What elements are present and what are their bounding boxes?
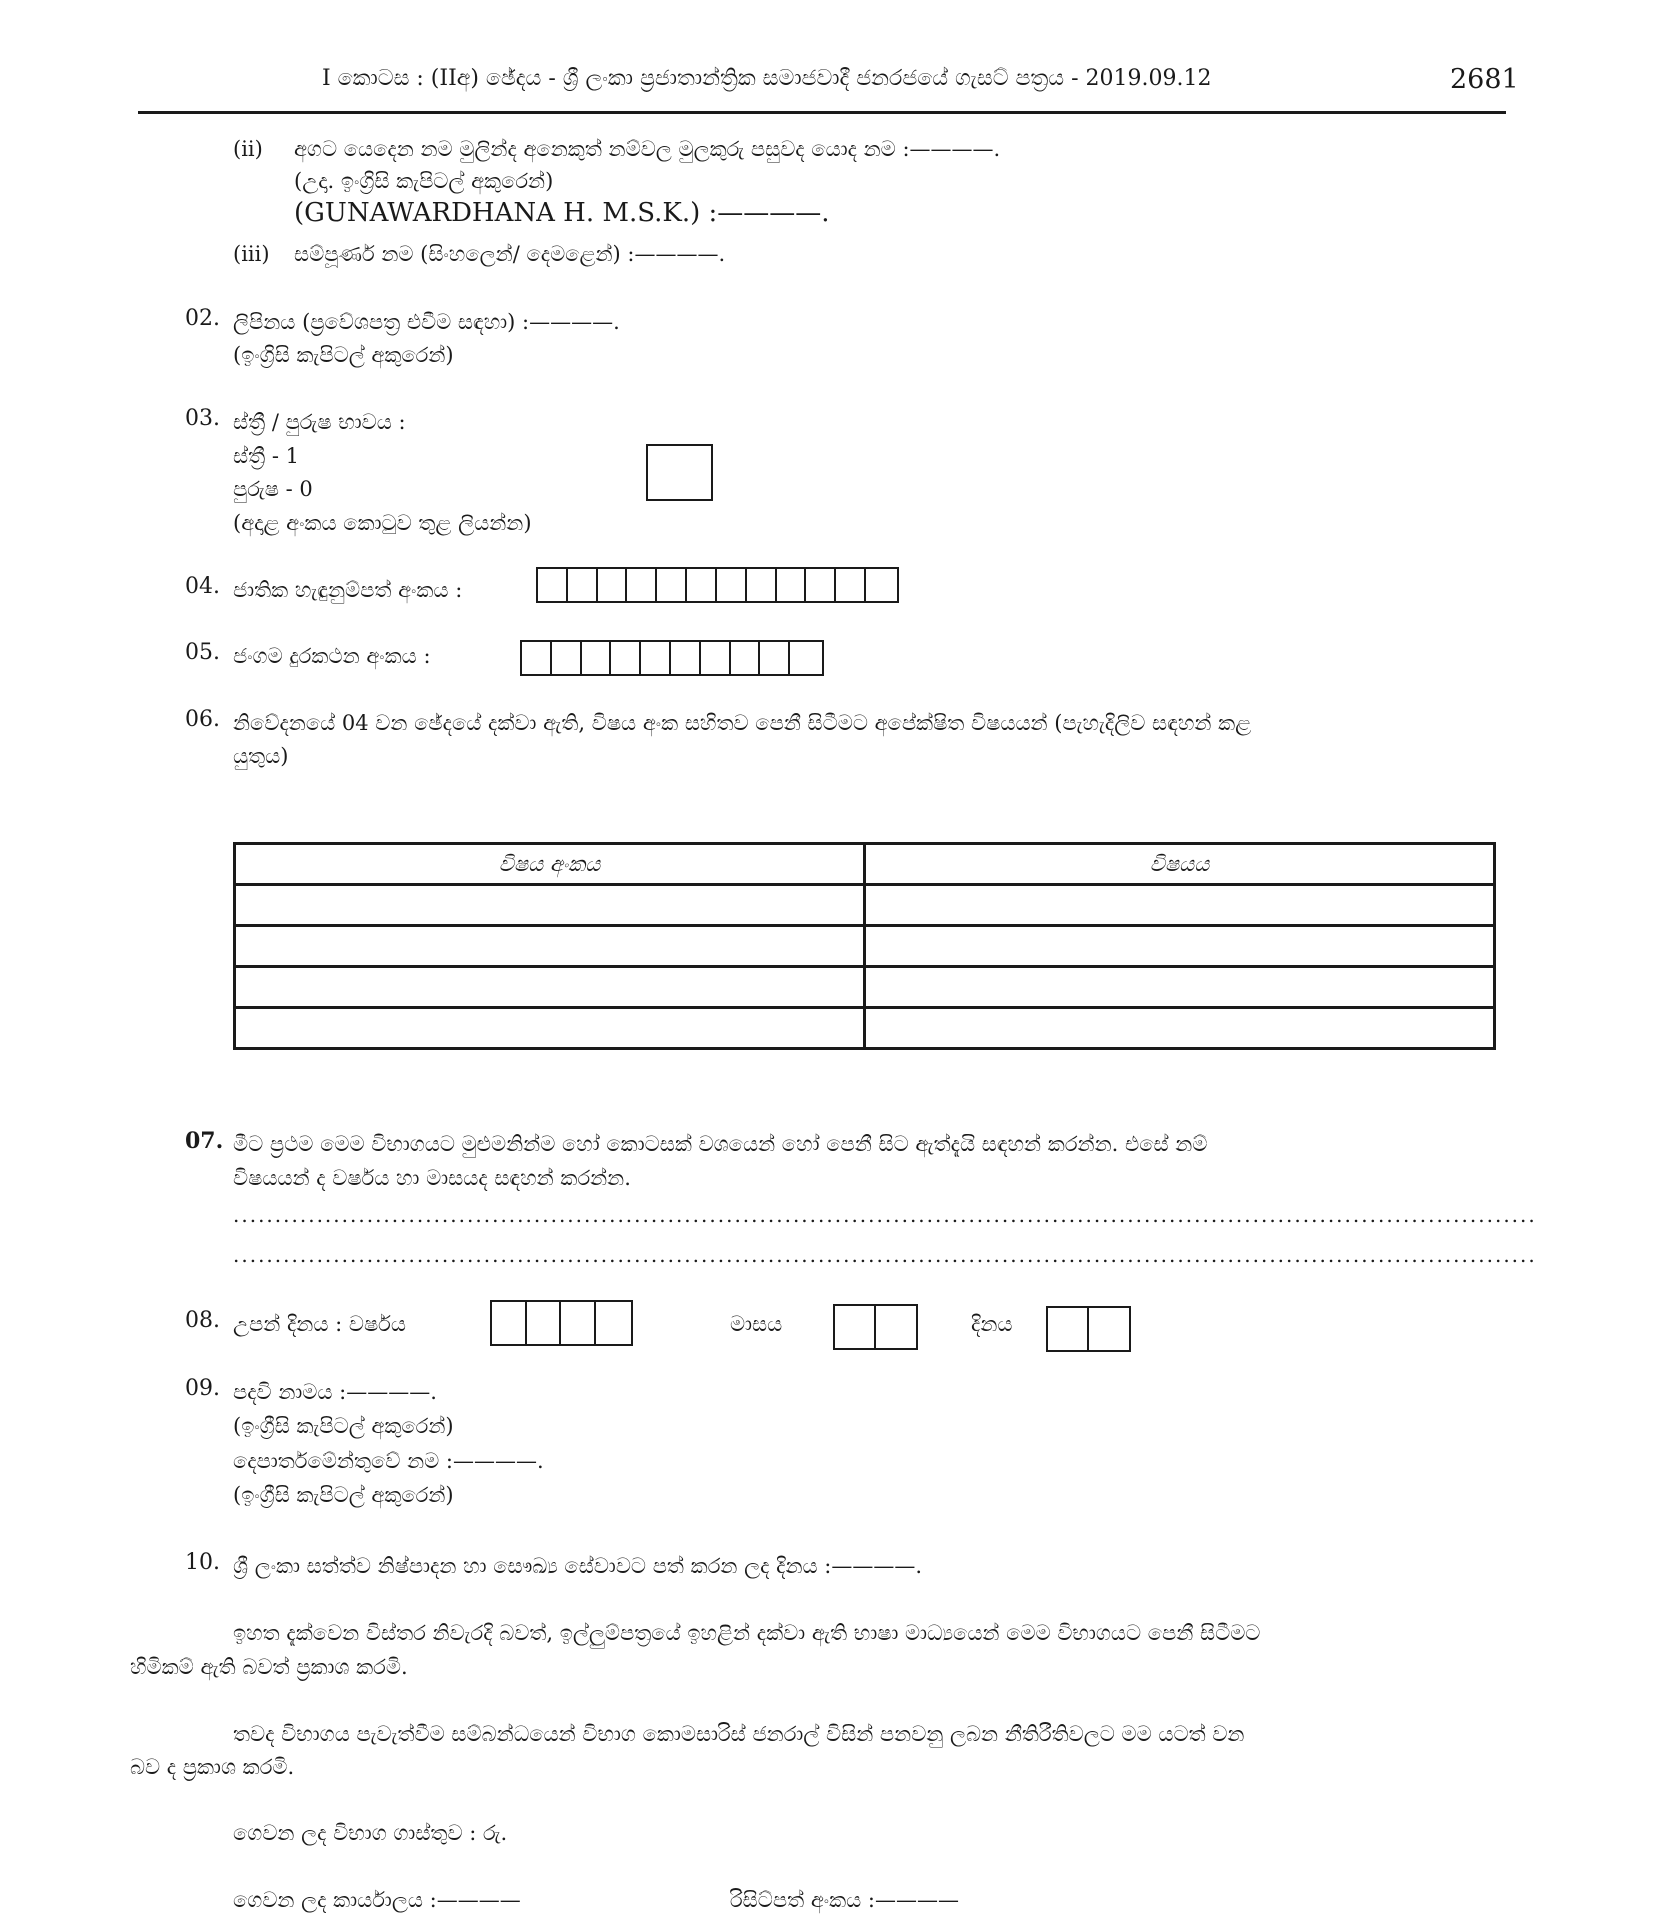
table-row — [235, 1008, 1495, 1049]
answer-dotted-line-1[interactable]: ............................................................................................................................................................ — [233, 1203, 1537, 1227]
item-08-month-label: මාසය — [730, 1312, 783, 1336]
subject-header: විෂයය — [865, 844, 1495, 885]
item-ii-number: (ii) — [233, 137, 263, 161]
item-09-note1: (ඉංග්‍රීසි කැපිටල් අකුරෙන්) — [233, 1414, 454, 1438]
answer-dotted-line-2[interactable]: ............................................................................................................................................................ — [233, 1243, 1537, 1267]
item-09-department: දෙපාර්තමේන්තුවේ නම :————. — [233, 1449, 544, 1473]
nic-number-boxes[interactable] — [536, 567, 899, 603]
item-ii-example-label: (උදා. ඉංග්‍රිසි කැපිටල් අකුරෙන්) — [294, 169, 554, 193]
item-02-text: ලිපිනය (ප්‍රවේශපත්‍ර එවීම සඳහා) :————. — [233, 310, 620, 334]
gender-input-box[interactable] — [646, 444, 713, 501]
subject-number-cell[interactable] — [235, 885, 865, 926]
subject-cell[interactable] — [865, 967, 1495, 1008]
declaration-2-line1: තවද විභාගය පැවැත්වීම සම්බන්ධයෙන් විභාග කොමසාරිස් ජනරාල් විසින් පනවනු ලබන නීතිරීතිවලට මම යටත් වන — [233, 1722, 1245, 1746]
item-07-text-line2: විෂයයන් ද වර්ෂය හා මාසයද සඳහන් කරන්න. — [233, 1166, 631, 1190]
table-row — [235, 967, 1495, 1008]
item-05-number: 05. — [185, 640, 220, 665]
item-06-text-line1: නිවේදනයේ 04 වන ඡේදයේ දක්වා ඇති, විෂය අංක සහිතව පෙනී සිටීමට අපේක්ෂිත විෂයයන් (පැහැදිලිව සඳහන් කළ — [233, 711, 1252, 735]
item-03-note: (අදාළ අංකය කොටුව තුළ ලියන්න) — [233, 511, 532, 535]
table-row — [235, 885, 1495, 926]
item-09-note2: (ඉංග්‍රීසි කැපිටල් අකුරෙන්) — [233, 1483, 454, 1507]
mobile-number-boxes[interactable] — [520, 640, 824, 676]
subject-number-header: විෂය අංකය — [235, 844, 865, 885]
item-07-number: 07. — [185, 1128, 224, 1154]
exam-fee-text: ගෙවන ලද විභාග ගාස්තුව : රු. — [233, 1821, 508, 1845]
item-08-text: උපන් දිනය : වර්ෂය — [233, 1312, 406, 1336]
item-06-text-line2: යුතුය) — [233, 744, 289, 768]
birth-day-boxes[interactable] — [1046, 1306, 1131, 1352]
item-02-note: (ඉංග්‍රිසි කැපිටල් අකුරෙන්) — [233, 343, 454, 367]
item-07-text-line1: මීට ප්‍රථම මෙම විභාගයට මුළුමනින්ම හෝ කොටසක් වශයෙන් හෝ පෙනී සිට ඇත්දැයි සඳහන් කරන්න. එසේ නම් — [233, 1132, 1208, 1156]
item-03-male: පුරුෂ - 0 — [233, 477, 313, 501]
table-row — [235, 926, 1495, 967]
paid-office-field: ගෙවන ලද කාර්යාලය :———— — [233, 1888, 521, 1912]
item-04-number: 04. — [185, 574, 220, 599]
subjects-table — [233, 842, 1496, 1050]
item-iii-number: (iii) — [233, 242, 270, 266]
birth-year-boxes[interactable] — [490, 1300, 633, 1346]
item-09-designation: පදවි නාමය :————. — [233, 1380, 437, 1404]
subject-number-cell[interactable] — [235, 1008, 865, 1049]
item-iii-text: සම්පූර්ණ නම (සිංහලෙන්/ දෙමළෙන්) :————. — [294, 242, 726, 266]
item-08-day-label: දිනය — [971, 1312, 1013, 1336]
header-rule — [138, 111, 1506, 114]
declaration-1-line2: හිමිකම් ඇති බවත් ප්‍රකාශ කරමි. — [130, 1655, 408, 1679]
gazette-header-title: I කොටස : (IIඅ) ඡේදය - ශ්‍රී ලංකා ප්‍රජාතාන්ත්‍රික සමාජවාදී ජනරජයේ ගැසට් පත්‍රය - 2019.09.12 — [322, 66, 1212, 91]
item-06-number: 06. — [185, 707, 220, 732]
item-08-number: 08. — [185, 1308, 220, 1333]
subject-number-cell[interactable] — [235, 967, 865, 1008]
item-03-female: ස්ත්‍රී - 1 — [233, 444, 299, 468]
item-05-text: ජංගම දුරකථන අංකය : — [233, 644, 431, 668]
item-ii-text: අගට යෙදෙන නම මුලින්ද අනෙකුත් නම්වල මුලකුරු පසුවද යොද නම :————. — [294, 137, 1001, 161]
subject-cell[interactable] — [865, 926, 1495, 967]
item-10-text: ශ්‍රී ලංකා සත්ත්ව නිෂ්පාදන හා සෞඛ්‍ය සේවාවට පත් කරන ලද දිනය :————. — [233, 1554, 923, 1578]
item-03-text: ස්ත්‍රී / පුරුෂ භාවය : — [233, 410, 406, 434]
declaration-2-line2: බව ද ප්‍රකාශ කරමි. — [130, 1755, 295, 1779]
subject-cell[interactable] — [865, 1008, 1495, 1049]
page-number: 2681 — [1450, 64, 1519, 95]
subject-number-cell[interactable] — [235, 926, 865, 967]
subject-cell[interactable] — [865, 885, 1495, 926]
item-10-number: 10. — [185, 1550, 220, 1575]
receipt-number-field: රිසිට්පත් අංකය :———— — [730, 1888, 959, 1912]
item-02-number: 02. — [185, 306, 220, 331]
item-04-text: ජාතික හැඳුනුම්පත් අංකය : — [233, 578, 463, 602]
item-09-number: 09. — [185, 1376, 220, 1401]
birth-month-boxes[interactable] — [833, 1304, 918, 1350]
item-ii-example: (GUNAWARDHANA H. M.S.K.) :————. — [294, 198, 830, 228]
declaration-1-line1: ඉහත දැක්වෙන විස්තර නිවැරදි බවත්, ඉල්ලුම්පත්‍රයේ ඉහළින් දක්වා ඇති භාෂා මාධ්‍යයෙන් මෙම විභාගයට පෙනී සිටීමට — [233, 1621, 1261, 1645]
item-03-number: 03. — [185, 406, 220, 431]
